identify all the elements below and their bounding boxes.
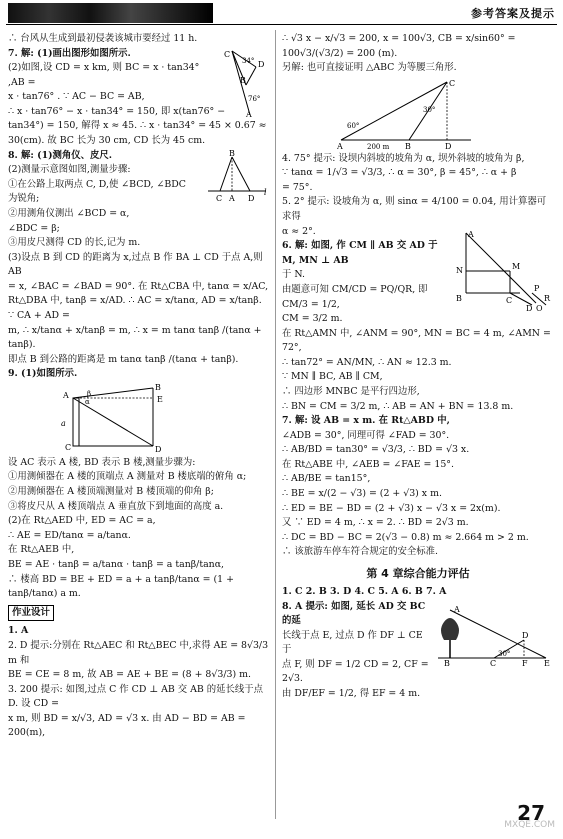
- chapter-title: 第 4 章综合能力评估: [366, 566, 470, 580]
- text-line: CM = 3/2 m.: [282, 313, 343, 325]
- text-line: ∵ MN ∥ BC, AB ∥ CM,: [282, 371, 383, 383]
- text-line: 4. 75° 提示: 设坝内斜坡的坡角为 α, 坝外斜坡的坡角为 β,: [282, 152, 525, 164]
- text-line: ①在公路上取两点 C, D,使 ∠BCD, ∠BDC: [8, 178, 186, 190]
- text-line: 点 F, 则 DF = 1/2 CD = 2, CF = 2√3.: [282, 658, 429, 685]
- text-line: ∴ 楼高 BD = BE + ED = a + a tanβ/tanα = (1 + tanβ/tanα) a m.: [8, 573, 234, 600]
- fig-label: A: [63, 390, 69, 400]
- fig-label: P: [534, 284, 540, 294]
- text-line: ②用测角仪测出 ∠BCD = α,: [8, 207, 130, 219]
- fig-label: B: [240, 75, 246, 85]
- text-line: ∴ 四边形 MNBC 是平行四边形,: [282, 385, 420, 397]
- text-line: = x, ∠BAC = ∠BAD = 90°. 在 Rt△CBA 中, tanα = x/AC,: [8, 280, 269, 292]
- left-column: [8, 32, 270, 741]
- text-line: (2)测量示意图如图,测量步骤:: [8, 164, 131, 176]
- text-line: = 75°.: [282, 181, 313, 193]
- text-line: ∴ BN = CM = 3/2 m, ∴ AB = AN + BN = 13.8 m.: [282, 400, 514, 412]
- fig-label: a: [61, 418, 66, 428]
- fig-label: B: [444, 658, 450, 666]
- fig-label: B: [456, 294, 462, 304]
- text-line: 6. 解: 如图, 作 CM ∥ AB 交 AD 于 M, MN ⊥ AB: [282, 240, 438, 266]
- text-line: ∴ ED = BE − BD = (2 + √3) x − √3 x = 2x(m).: [282, 502, 501, 514]
- text-line: Rt△DBA 中, tanβ = x/AD. ∴ AC = x/tanα, AD = x/tanβ. ∵ CA + AD =: [8, 295, 262, 321]
- fig-label: C: [224, 49, 231, 59]
- text-line: ∴ √3 x − x/√3 = 200, x = 100√3, CB = x/sin60° = 100√3/(√3/2) = 200 (m).: [282, 33, 516, 59]
- text-line: ∴ tan72° = AN/MN, ∴ AN ≈ 12.3 m.: [282, 356, 452, 368]
- fig-label: D: [155, 444, 162, 454]
- figure-q7: [218, 45, 270, 117]
- fig-label: A: [229, 193, 235, 203]
- text-line: x · tan76° . ∵ AC − BC = AB,: [8, 91, 145, 103]
- fig-label: 34°: [242, 56, 255, 65]
- text-line: m, ∴ x/tanα + x/tanβ = m, ∴ x = m tanα tanβ /(tanα + tanβ).: [8, 324, 262, 351]
- text-line: ∵ tanα = 1/√3 = √3/3, ∴ α = 30°, β = 45°, ∴ α + β: [282, 167, 517, 179]
- fig-label: B: [405, 141, 411, 150]
- text-line: ∴ 该旅游车停车符合规定的安全标准.: [282, 546, 438, 558]
- fig-label: B: [155, 383, 161, 392]
- fig-label: A: [454, 604, 460, 614]
- fig-label: Q: [536, 304, 543, 312]
- fig-label: A: [337, 141, 343, 150]
- fig-label: l: [264, 187, 267, 197]
- text-line: ∴ DC = BD − BC = 2(√3 − 0.8) m ≈ 2.664 m > 2 m.: [282, 531, 529, 543]
- header-decoration: [8, 3, 213, 23]
- text-line: 7. 解: (1)画出图形如图所示.: [8, 47, 131, 59]
- fig-label: α: [85, 397, 90, 406]
- text-line: 由 DF/EF = 1/2, 得 EF = 4 m.: [282, 688, 421, 700]
- text-line: ∴ BE = x/(2 − √3) = (2 + √3) x m.: [282, 488, 442, 500]
- text-line: BE = CE = 8 m, 故 AB = AE + BE = (8 + 8√3/3) m.: [8, 669, 251, 681]
- text-line: 即点 B 到公路的距离是 m tanα tanβ /(tanα + tanβ).: [8, 353, 239, 365]
- header-title: 参考答案及提示: [471, 7, 555, 20]
- text-line: ∴ x · tan76° − x · tan34° = 150, 即 x(tan76° −: [8, 105, 226, 117]
- fig-label: N: [456, 266, 463, 276]
- text-line: 在 Rt△ABE 中, ∠AEB = ∠FAE = 15°.: [282, 458, 454, 470]
- fig-label: D: [526, 304, 533, 312]
- fig-label: A: [246, 109, 252, 117]
- text-line: 9. (1)如图所示.: [8, 368, 78, 380]
- text-line: tan34°) = 150, 解得 x ≈ 45. ∴ x · tan34° = 45 × 0.67 ≈: [8, 120, 267, 132]
- figure-q8b: [434, 600, 552, 666]
- text-line: 于 N.: [282, 269, 305, 281]
- fig-label: 30°: [498, 649, 511, 658]
- fig-label: A: [468, 230, 474, 240]
- text-line: 1. A: [8, 625, 29, 637]
- text-line: BE = AE · tanβ = a/tanα · tanβ = a tanβ/tanα,: [8, 558, 225, 570]
- text-line: 由题意可知 CM/CD = PQ/QR, 即 CM/3 = 1/2,: [282, 283, 428, 310]
- text-line: 另解: 也可直接证明 △ABC 为等腰三角形.: [282, 62, 457, 74]
- text-line: 2. D 提示:分别在 Rt△AEC 和 Rt△BEC 中,求得 AE = 8√3/3 m 和: [8, 639, 269, 666]
- fig-label: 30°: [423, 105, 436, 114]
- text-line: ②用测倾器在 A 楼顶端测量对 B 楼顶端的仰角 β;: [8, 486, 214, 498]
- page-number: 27: [517, 801, 545, 825]
- text-line: 3. 200 提示: 如图,过点 C 作 CD ⊥ AB 交 AB 的延长线于点 D. 设 CD =: [8, 683, 264, 710]
- text-line: 8. A 提示: 如图, 延长 AD 交 BC 的延: [282, 600, 426, 627]
- column-divider: [275, 30, 276, 819]
- fig-label: E: [157, 394, 163, 404]
- fig-label: D: [522, 630, 529, 640]
- fig-label: R: [544, 294, 551, 304]
- text-line: 5. 2° 提示: 设坡角为 α, 则 sinα = 4/100 = 0.04, 用计算器可求得: [282, 196, 547, 223]
- text-line: 长线于点 E, 过点 D 作 DF ⊥ CE 于: [282, 629, 423, 656]
- fig-label: C: [65, 442, 72, 452]
- fig-label: C: [449, 78, 456, 88]
- text-line: x m, 则 BD = x/√3, AD = √3 x. 由 AD − BD = AB = 200(m),: [8, 712, 246, 739]
- text-line: ∠BDC = β;: [8, 222, 60, 234]
- right-column: [282, 32, 554, 702]
- figure-q6: [456, 229, 552, 311]
- fig-label: F: [522, 658, 528, 666]
- text-line: 又 ∵ ED = 4 m, ∴ x = 2. ∴ BD = 2√3 m.: [282, 517, 469, 529]
- text-line: (3)设点 B 到 CD 的距离为 x,过点 B 作 BA ⊥ CD 于点 A,则 AB: [8, 251, 263, 278]
- figure-q3: [337, 78, 477, 150]
- text-line: ∴ AE = ED/tanα = a/tanα.: [8, 529, 131, 541]
- fig-label: D: [445, 141, 452, 150]
- watermark: MXQE.COM: [504, 820, 555, 831]
- text-line: α ≈ 2°.: [282, 225, 316, 237]
- text-line: 设 AC 表示 A 楼, BD 表示 B 楼,测量步骤为:: [8, 456, 196, 468]
- fig-label: B: [229, 148, 235, 158]
- fig-label: β: [87, 389, 92, 398]
- fig-label: 60°: [347, 121, 360, 130]
- figure-q8: [206, 149, 270, 209]
- section-label: 作业设计: [8, 605, 54, 622]
- text-line: (2)在 Rt△AED 中, ED = AC = a,: [8, 515, 156, 527]
- text-line: 在 Rt△AMN 中, ∠ANM = 90°, MN = BC = 4 m, ∠AMN = 72°,: [282, 327, 551, 354]
- text-line: ∴ 台风从生成到最初侵袭该城市要经过 11 h.: [8, 33, 198, 44]
- fig-label: 76°: [248, 94, 261, 103]
- text-line: 1. C 2. B 3. D 4. C 5. A 6. B 7. A: [282, 585, 447, 597]
- fig-label: M: [512, 262, 521, 272]
- fig-label: C: [490, 658, 497, 666]
- fig-label: D: [258, 59, 265, 69]
- text-line: 为锐角;: [8, 193, 40, 205]
- text-line: 7. 解: 设 AB = x m. 在 Rt△ABD 中,: [282, 415, 450, 427]
- text-line: (2)如图,设 CD = x km, 则 BC = x · tan34° ,AB =: [8, 62, 200, 88]
- text-line: ①用测倾器在 A 楼的顶端点 A 测量对 B 楼底端的俯角 α;: [8, 471, 247, 483]
- fig-label: C: [506, 296, 513, 306]
- page-header: [0, 0, 563, 26]
- text-line: ∴ AB/BE = tan15°,: [282, 473, 371, 485]
- text-line: ③将皮尺从 A 楼顶端点 A 垂直放下到地面的高度 a.: [8, 500, 224, 512]
- fig-label: E: [544, 658, 550, 666]
- text-line: 8. 解: (1)测角仪、皮尺.: [8, 149, 113, 161]
- text-line: 在 Rt△AEB 中,: [8, 544, 75, 556]
- text-line: ③用皮尺测得 CD 的长,记为 m.: [8, 237, 141, 249]
- text-line: ∴ AB/BD = tan30° = √3/3, ∴ BD = √3 x.: [282, 444, 470, 456]
- fig-label: C: [216, 193, 223, 203]
- fig-label: D: [248, 193, 255, 203]
- header-rule: [6, 24, 557, 25]
- text-line: ∠ADB = 30°, 同理可得 ∠FAD = 30°.: [282, 429, 450, 441]
- fig-label: 200 m: [367, 142, 390, 150]
- text-line: 30(cm). 故 BC 长为 30 cm, CD 长为 45 cm.: [8, 135, 206, 147]
- figure-q9: [53, 384, 193, 454]
